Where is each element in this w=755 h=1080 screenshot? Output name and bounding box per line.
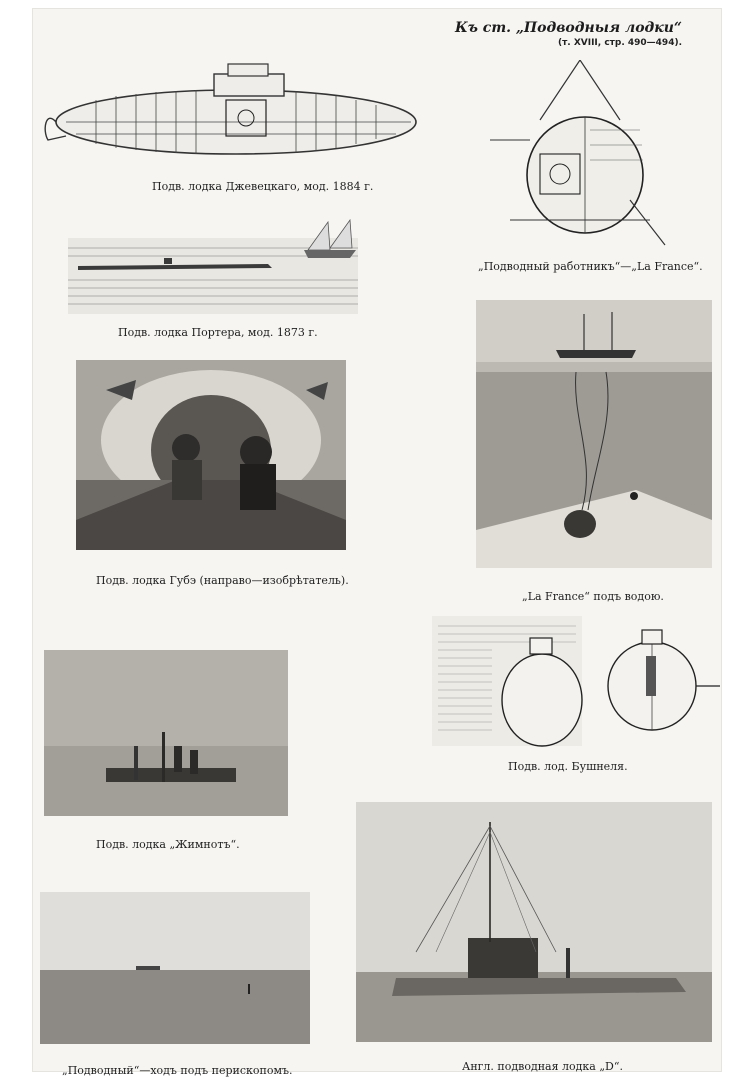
caption-gube: Подв. лодка Губэ (направо—изобрѣтатель). — [96, 574, 349, 587]
page-sheet — [32, 8, 722, 1077]
caption-lafrance: „La France“ подъ водою. — [522, 590, 664, 603]
caption-english: Англ. подводная лодка „D“. — [462, 1060, 623, 1073]
figure-bushnell-drawing — [432, 616, 722, 752]
figure-worker-drawing — [480, 60, 670, 250]
caption-porter: Подв. лодка Портера, мод. 1873 г. — [118, 326, 318, 339]
figure-english-photo — [356, 802, 712, 1042]
figure-podvodny-photo — [40, 892, 310, 1044]
caption-podvodny: „Подводный“—ходъ подъ перископомъ. — [62, 1064, 293, 1077]
figure-zhimnot-photo — [44, 650, 288, 816]
header-subtitle: (т. XVIII, стр. 490—494). — [557, 38, 682, 48]
caption-worker: „Подводный работникъ“—„La France“. — [478, 260, 703, 273]
header-title: Къ ст. „Подводныя лодки“ — [455, 20, 682, 36]
caption-dzhevetsky: Подв. лодка Джевецкаго, мод. 1884 г. — [152, 180, 374, 193]
caption-bushnell: Подв. лод. Бушнеля. — [508, 760, 628, 773]
page-header — [455, 20, 682, 48]
caption-zhimnot: Подв. лодка „Жимнотъ“. — [96, 838, 240, 851]
figure-lafrance-photo — [476, 300, 712, 568]
figure-gube-photo — [76, 360, 346, 550]
figure-dzhevetsky-drawing — [36, 60, 418, 160]
figure-porter-engraving — [68, 218, 358, 314]
